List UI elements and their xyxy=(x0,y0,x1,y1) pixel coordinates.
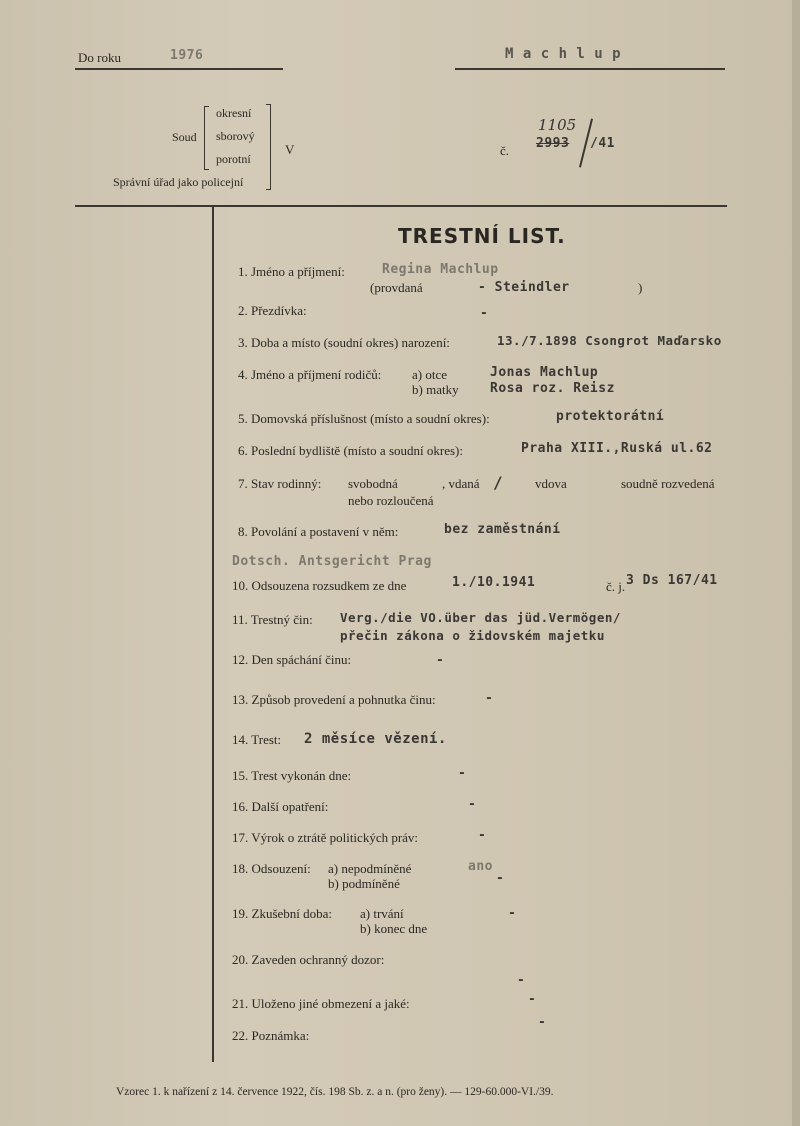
field-10-date: 1./10.1941 xyxy=(452,575,536,590)
case-number-label: č. xyxy=(500,143,510,158)
case-number-struck: 2993 xyxy=(536,136,570,151)
field-13-value: - xyxy=(485,691,494,706)
field-7-single: svobodná xyxy=(348,476,398,491)
field-10-ref-value: 3 Ds 167/41 xyxy=(626,573,718,588)
field-4a-value: Jonas Machlup xyxy=(490,365,599,380)
field-11-label: 11. Trestný čin: xyxy=(232,612,313,627)
field-10-label: 10. Odsouzena rozsudkem ze dne xyxy=(232,578,407,593)
field-7-divorced: soudně rozvedená xyxy=(621,476,715,491)
field-8-label: 8. Povolání a postavení v něm: xyxy=(238,524,399,539)
field-6-label: 6. Poslední bydliště (místo a soudní okres): xyxy=(238,443,463,458)
header-line-left xyxy=(75,68,283,70)
field-16-value: - xyxy=(468,797,477,812)
court-brace-left xyxy=(204,106,209,170)
field-18a-value: ano xyxy=(468,859,493,874)
field-13-label: 13. Způsob provedení a pohnutka činu: xyxy=(232,692,436,707)
field-1-married-label: (provdaná xyxy=(370,280,423,295)
field-5-value: protektorátní xyxy=(556,409,665,424)
admin-office-label: Správní úřad jako policejní xyxy=(113,175,244,189)
field-12-label: 12. Den spáchání činu: xyxy=(232,652,352,667)
field-19-value: - xyxy=(508,906,517,921)
field-4a-label: a) otce xyxy=(412,367,448,382)
field-11-value-line2: přečin zákona o židovském majetku xyxy=(340,628,605,643)
field-2-label: 2. Přezdívka: xyxy=(238,303,307,318)
field-1-married-close: ) xyxy=(638,280,643,295)
field-7-widow: vdova xyxy=(535,476,567,491)
field-4-label: 4. Jméno a příjmení rodičů: xyxy=(238,367,382,382)
field-20-value: - xyxy=(517,973,526,988)
field-1-label: 1. Jméno a příjmení: xyxy=(238,264,345,279)
document-title: TRESTNÍ LIST. xyxy=(398,224,566,248)
paper-edge xyxy=(792,0,800,1126)
field-18b-value: - xyxy=(496,871,505,886)
court-brace-right xyxy=(266,104,271,190)
field-17-value: - xyxy=(478,828,487,843)
field-15-label: 15. Trest vykonán dne: xyxy=(232,768,352,783)
left-margin-rule xyxy=(212,207,214,1062)
field-7-label: 7. Stav rodinný: xyxy=(238,476,322,491)
top-divider xyxy=(75,205,727,207)
field-4b-value: Rosa roz. Reisz xyxy=(490,381,615,396)
court-v-label: V xyxy=(285,142,295,157)
case-number-year: /41 xyxy=(590,136,615,151)
court-option-regional: sborový xyxy=(216,129,255,143)
court-option-jury: porotní xyxy=(216,152,251,166)
field-4b-label: b) matky xyxy=(412,382,459,397)
field-22-label: 22. Poznámka: xyxy=(232,1028,310,1043)
field-9-value: Dotsch. Antsgericht Prag xyxy=(232,554,432,569)
field-8-value: bez zaměstnání xyxy=(444,522,561,537)
form-footer: Vzorec 1. k nařízení z 14. července 1922, čís. 198 Sb. z. a n. (pro ženy). — 129-60.000-VI./39. xyxy=(116,1086,554,1098)
field-7-mark: / xyxy=(493,473,504,492)
field-21-label: 21. Uloženo jiné obmezení a jaké: xyxy=(232,996,410,1011)
field-5-label: 5. Domovská příslušnost (místo a soudní okres): xyxy=(238,411,490,426)
field-6-value: Praha XIII.,Ruská ul.62 xyxy=(521,441,713,456)
field-20-label: 20. Zaveden ochranný dozor: xyxy=(232,952,385,967)
field-3-label: 3. Doba a místo (soudní okres) narození: xyxy=(238,335,450,350)
field-2-value: - xyxy=(480,306,489,321)
field-22-value: - xyxy=(538,1015,547,1030)
field-18-label: 18. Odsouzení: xyxy=(232,861,311,876)
field-17-label: 17. Výrok o ztrátě politických práv: xyxy=(232,830,419,845)
header-line-right xyxy=(455,68,725,70)
court-label: Soud xyxy=(172,130,197,144)
field-10-ref-label: č. j. xyxy=(606,579,626,594)
field-19b-label: b) konec dne xyxy=(360,921,428,936)
year-label: Do roku xyxy=(78,50,121,65)
field-1-value: Regina Machlup xyxy=(382,262,499,277)
field-7-married: , vdaná xyxy=(442,476,480,491)
field-19a-label: a) trvání xyxy=(360,906,404,921)
field-21-value: - xyxy=(528,992,537,1007)
field-12-value: - xyxy=(436,653,445,668)
case-number-handwritten: 1105 xyxy=(538,116,577,134)
field-18a-label: a) nepodmíněné xyxy=(328,861,412,876)
surname-value: M a c h l u p xyxy=(505,46,622,62)
field-18b-label: b) podmíněné xyxy=(328,876,400,891)
field-3-value: 13./7.1898 Csongrot Maďarsko xyxy=(497,333,722,348)
field-11-value-line1: Verg./die VO.über das jüd.Vermögen/ xyxy=(340,610,621,625)
field-15-value: - xyxy=(458,766,467,781)
field-14-value: 2 měsíce vězení. xyxy=(304,731,447,747)
field-7-separated: nebo rozloučená xyxy=(348,493,434,508)
field-1-married-value: - Steindler xyxy=(478,280,570,295)
field-16-label: 16. Další opatření: xyxy=(232,799,329,814)
field-19-label: 19. Zkušební doba: xyxy=(232,906,333,921)
court-option-district: okresní xyxy=(216,106,252,120)
year-value: 1976 xyxy=(170,48,204,63)
field-14-label: 14. Trest: xyxy=(232,732,282,747)
